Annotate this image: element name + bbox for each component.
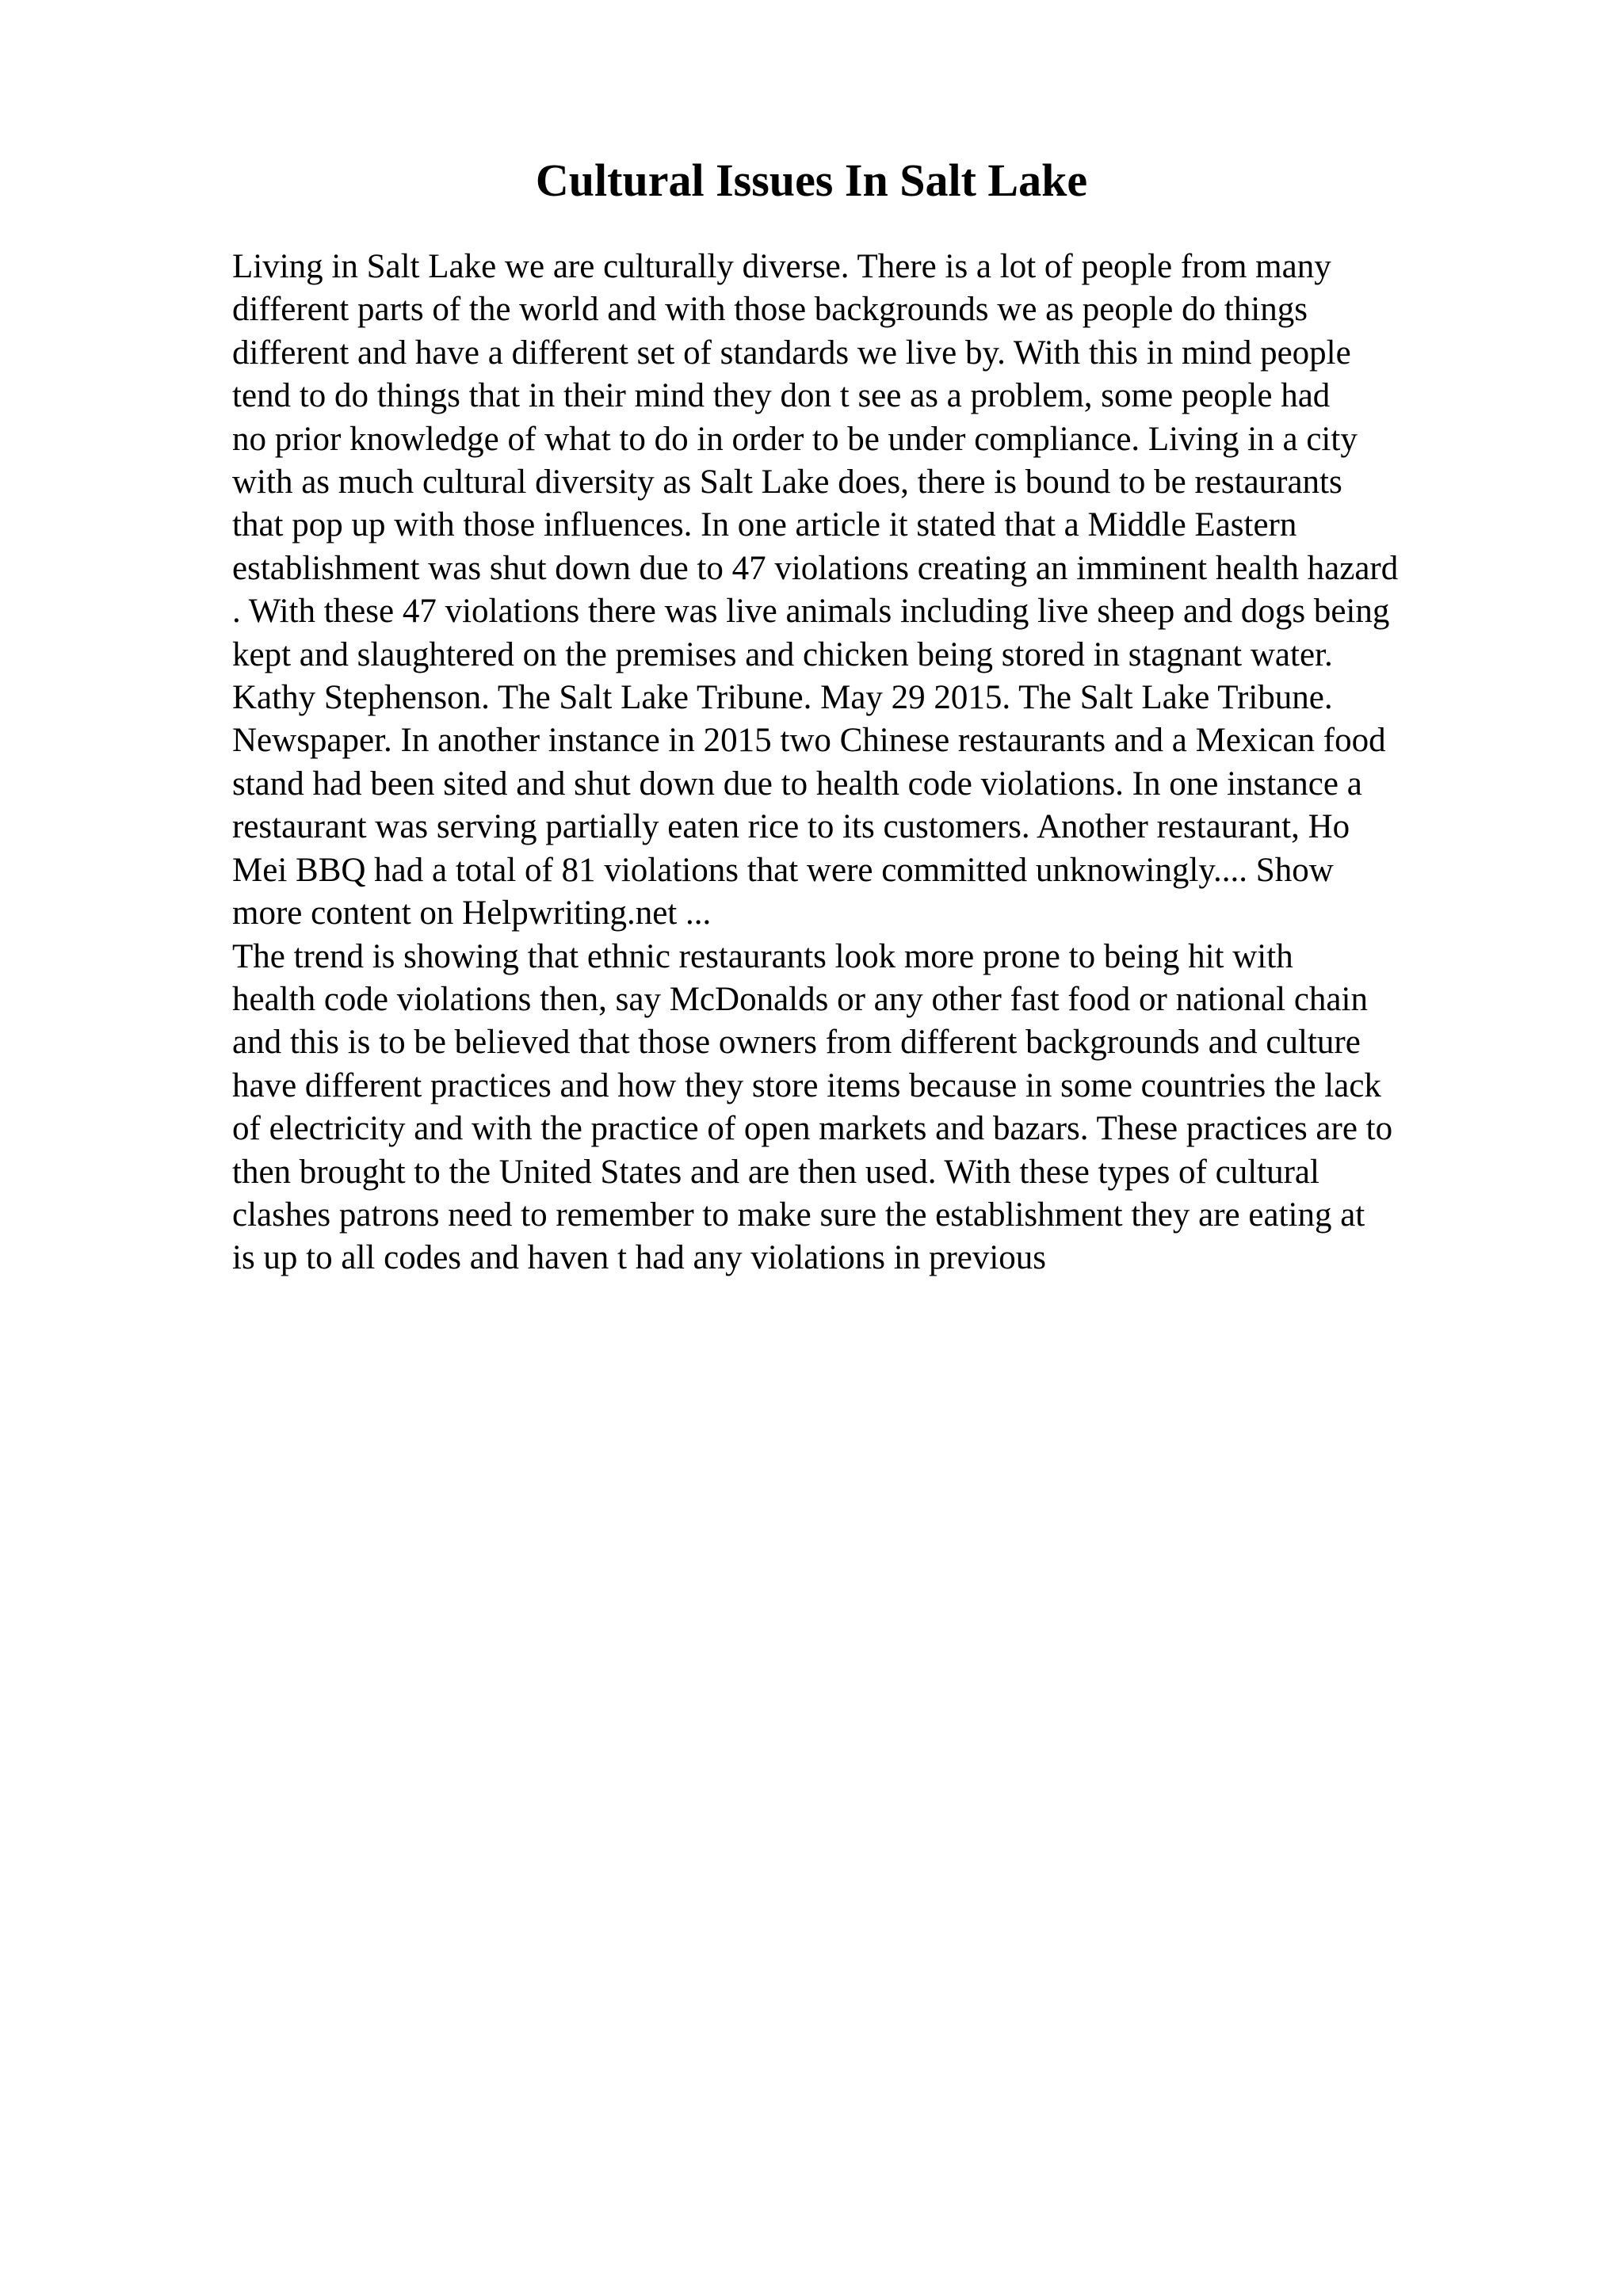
document-body: [232, 246, 1516, 1280]
body-line: kept and slaughtered on the premises and chicken being stored in stagnant water.: [232, 635, 1333, 673]
body-line: Kathy Stephenson. The Salt Lake Tribune. May 29 2015. The Salt Lake Tribune.: [232, 679, 1333, 717]
body-line: restaurant was serving partially eaten rice to its customers. Another restaurant, Ho: [232, 808, 1350, 846]
body-line: is up to all codes and haven t had any violations in previous: [232, 1239, 1047, 1277]
body-line: and this is to be believed that those owners from different backgrounds and culture: [232, 1024, 1361, 1062]
body-line: stand had been sited and shut down due to health code violations. In one instance a: [232, 765, 1362, 803]
body-line: different parts of the world and with those backgrounds we as people do things: [232, 291, 1308, 329]
body-line: then brought to the United States and are then used. With these types of cultural: [232, 1153, 1319, 1191]
body-line: clashes patrons need to remember to make sure the establishment they are eating at: [232, 1196, 1365, 1234]
body-line: different and have a different set of standards we live by. With this in mind people: [232, 334, 1351, 372]
body-line: tend to do things that in their mind they don t see as a problem, some people had: [232, 377, 1331, 415]
body-line: . With these 47 violations there was live animals including live sheep and dogs being: [232, 593, 1390, 631]
body-line: that pop up with those influences. In one article it stated that a Middle Eastern: [232, 506, 1297, 544]
body-line: Mei BBQ had a total of 81 violations that were committed unknowingly.... Show: [232, 851, 1334, 889]
document-title: Cultural Issues In Salt Lake: [535, 154, 1088, 206]
body-line: establishment was shut down due to 47 violations creating an imminent health hazard: [232, 549, 1399, 587]
body-line: health code violations then, say McDonalds or any other fast food or national chain: [232, 980, 1368, 1018]
body-line: Living in Salt Lake we are culturally diverse. There is a lot of people from many: [232, 248, 1331, 285]
body-line: of electricity and with the practice of open markets and bazars. These practices are to: [232, 1110, 1393, 1148]
body-line: more content on Helpwriting.net ...: [232, 894, 712, 933]
body-line: The trend is showing that ethnic restaurants look more prone to being hit with: [232, 937, 1293, 975]
body-line: Newspaper. In another instance in 2015 two Chinese restaurants and a Mexican food: [232, 722, 1386, 760]
body-line: have different practices and how they store items because in some countries the lack: [232, 1066, 1381, 1104]
body-line: with as much cultural diversity as Salt Lake does, there is bound to be restaurants: [232, 463, 1342, 502]
body-line: no prior knowledge of what to do in order to be under compliance. Living in a city: [232, 420, 1358, 458]
